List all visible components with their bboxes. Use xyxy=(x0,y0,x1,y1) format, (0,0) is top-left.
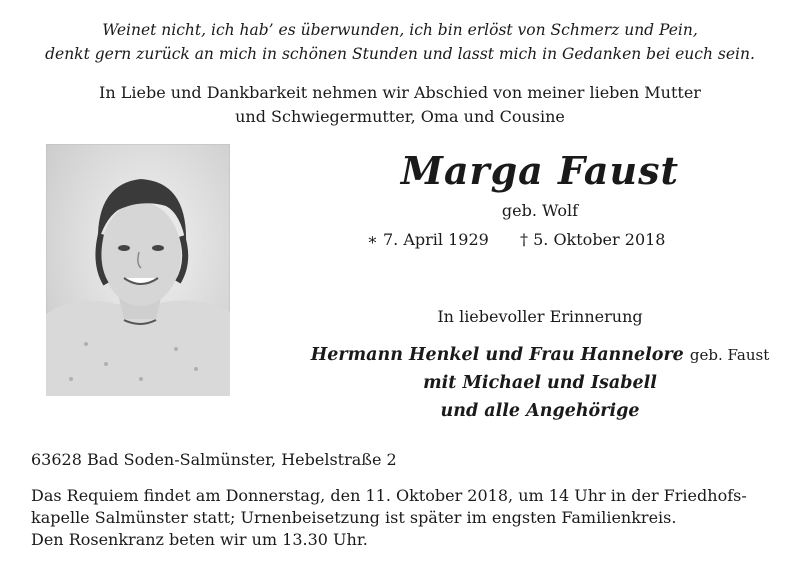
intro-text xyxy=(20,81,780,129)
notice-line-2: kapelle Salmünster statt; Urnenbeisetzung ist später im engsten Familienkreis. xyxy=(31,508,677,527)
maiden-name: geb. Wolf xyxy=(501,201,579,220)
poem-line-2: denkt gern zurück an mich in schönen Stunden und lasst mich in Gedanken bei euch sein. xyxy=(45,45,755,63)
address: 63628 Bad Soden-Salmünster, Hebelstraße 2 xyxy=(31,450,397,469)
poem-line-1: Weinet nicht, ich hab’ es überwunden, ich bin erlöst von Schmerz und Pein, xyxy=(102,21,698,39)
notice-line-3: Den Rosenkranz beten wir um 13.30 Uhr. xyxy=(31,530,368,549)
mourners-line-3: und alle Angehörige xyxy=(440,401,640,421)
mourners-maiden-note: geb. Faust xyxy=(689,346,770,364)
mourners-line-2: mit Michael und Isabell xyxy=(423,373,657,393)
service-notice xyxy=(31,485,771,551)
birth-date: ∗ 7. April 1929 xyxy=(367,230,489,249)
mourners-names: Hermann Henkel und Frau Hannelore xyxy=(310,345,684,365)
mourners xyxy=(300,341,780,425)
portrait-photo xyxy=(46,144,230,396)
memory-line: In liebevoller Erinnerung xyxy=(437,307,643,326)
notice-line-1: Das Requiem findet am Donnerstag, den 11. Oktober 2018, um 14 Uhr in der Friedhofs- xyxy=(31,486,747,505)
poem xyxy=(20,18,780,66)
portrait-image xyxy=(46,144,230,396)
intro-line-1: In Liebe und Dankbarkeit nehmen wir Abschied von meiner lieben Mutter xyxy=(99,83,701,102)
deceased-name: Marga Faust xyxy=(400,148,680,193)
mourners-line-1 xyxy=(300,341,780,369)
intro-line-2: und Schwiegermutter, Oma und Cousine xyxy=(235,107,565,126)
death-date: † 5. Oktober 2018 xyxy=(520,230,666,249)
